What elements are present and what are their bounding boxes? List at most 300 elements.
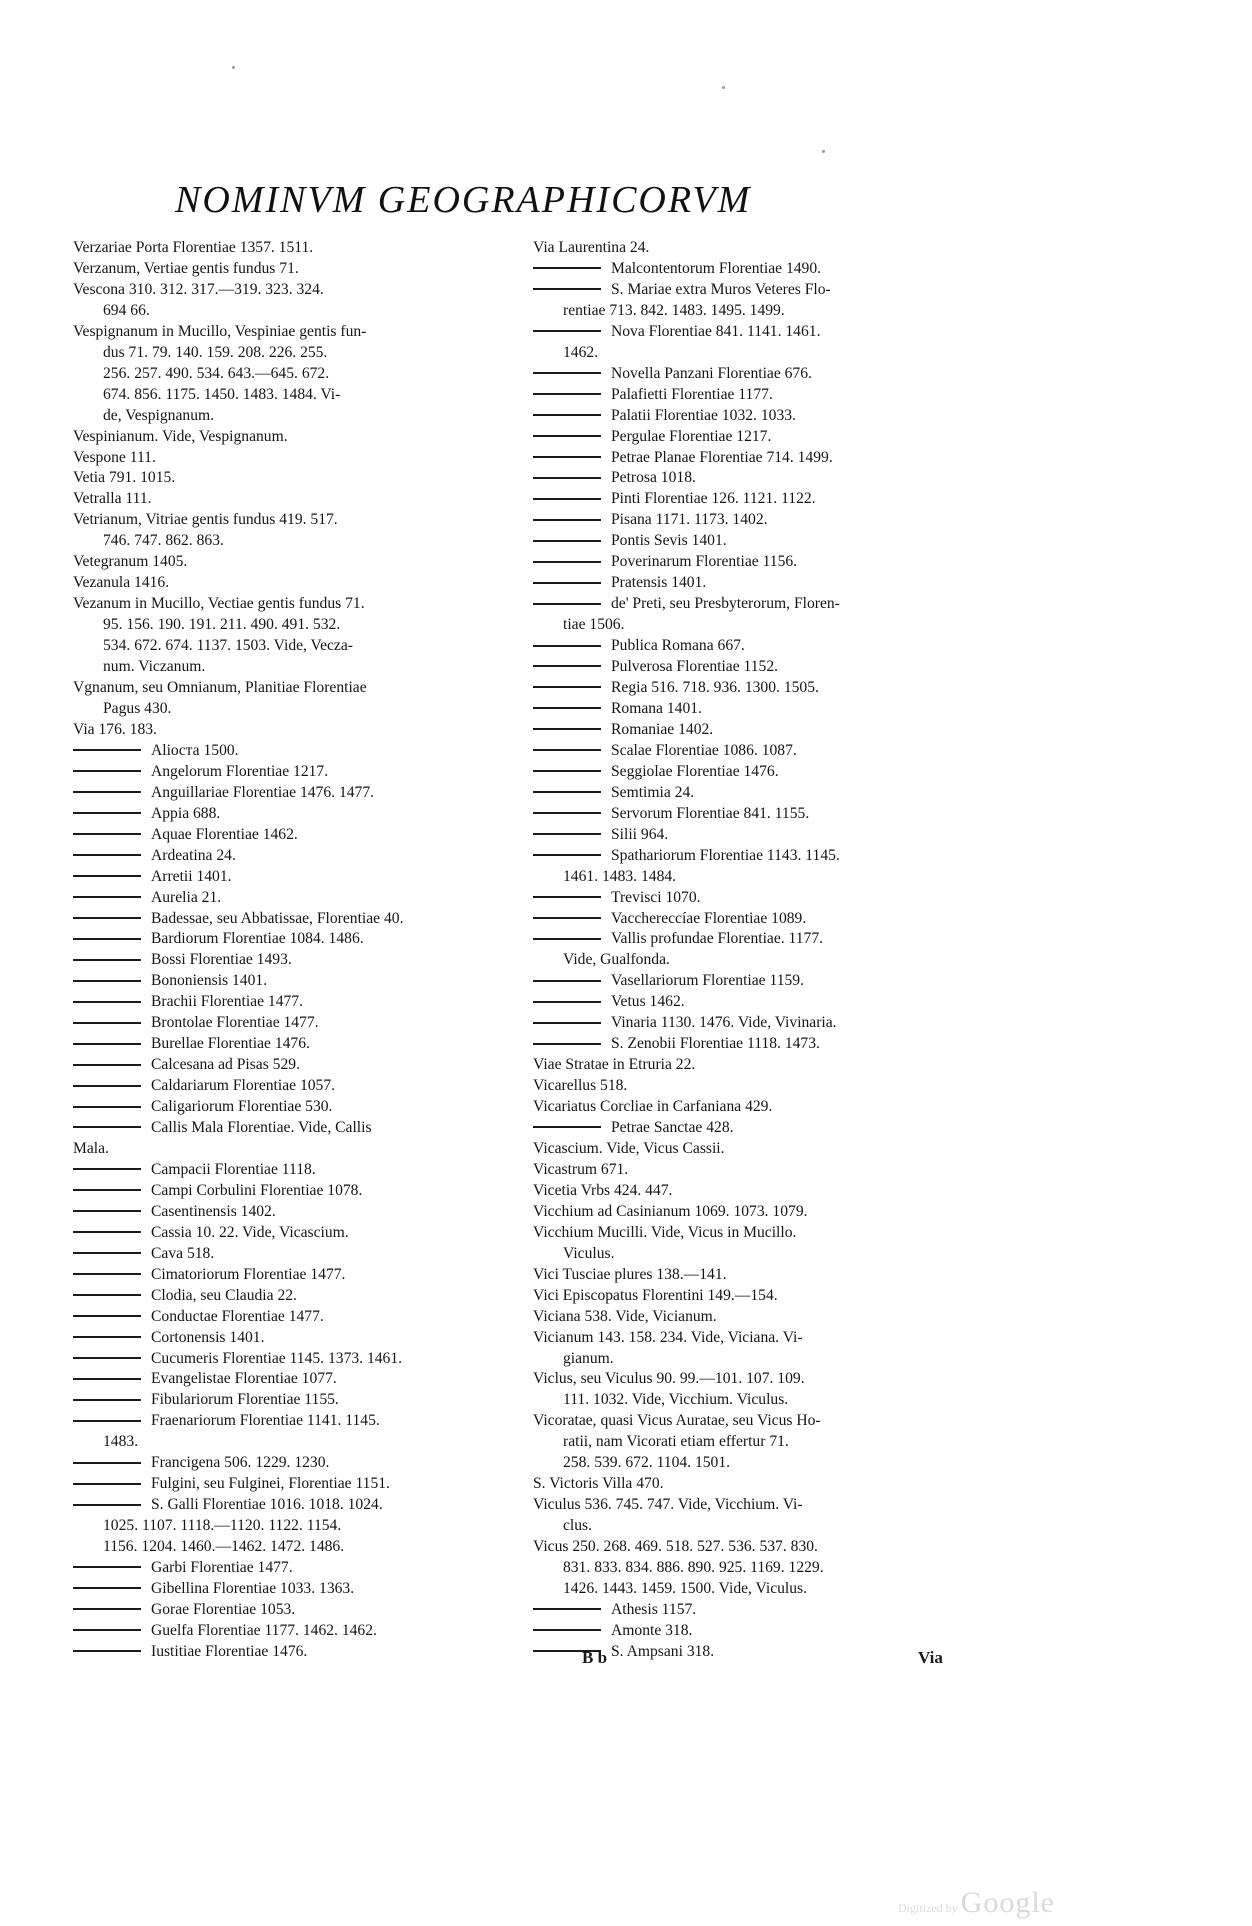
index-entry: [533, 427, 993, 448]
ditto-dash: [533, 288, 601, 290]
index-entry: [533, 992, 993, 1013]
index-entry: [533, 1495, 993, 1516]
ditto-dash: [73, 1189, 141, 1191]
index-entry-text: Francigena 506. 1229. 1230.: [151, 1454, 330, 1472]
ditto-dash: [73, 1273, 141, 1275]
ditto-dash: [73, 1043, 141, 1045]
ditto-dash: [73, 1504, 141, 1506]
index-entry: [73, 1390, 513, 1411]
index-entry-text: Pinti Florentiae 126. 1121. 1122.: [611, 490, 816, 508]
index-entry: [533, 1034, 993, 1055]
index-entry-text: Petrae Sanctae 428.: [611, 1119, 734, 1137]
ditto-dash: [73, 791, 141, 793]
signature-mark: B b: [582, 1648, 608, 1667]
index-entry-text: Vespinianum. Vide, Vespignanum.: [73, 427, 288, 445]
index-entry-text: Spathariorum Florentiae 1143. 1145.: [611, 846, 840, 864]
index-entry: [73, 1118, 513, 1139]
index-entry-text: Semtimia 24.: [611, 783, 695, 801]
index-entry: [73, 259, 513, 280]
index-entry: [73, 678, 513, 699]
index-entry: [533, 950, 993, 971]
watermark-prefix: Digitized by: [898, 1901, 958, 1915]
ditto-dash: [73, 1629, 141, 1631]
catchword: Via: [918, 1648, 943, 1667]
index-entry-text: Silii 964.: [611, 825, 669, 843]
index-entry-text: Scalae Florentiae 1086. 1087.: [611, 741, 797, 759]
ditto-dash: [533, 1629, 601, 1631]
ditto-dash: [533, 665, 601, 667]
index-entry: [533, 1202, 993, 1223]
index-entry: [73, 888, 513, 909]
index-entry: [73, 489, 513, 510]
index-entry: [73, 657, 513, 678]
ditto-dash: [533, 1022, 601, 1024]
index-entry: [73, 1160, 513, 1181]
index-entry: [533, 1600, 993, 1621]
index-entry: [73, 1411, 513, 1432]
index-entry: [73, 406, 513, 427]
index-entry: [73, 1097, 513, 1118]
ditto-dash: [73, 1085, 141, 1087]
index-entry-text: Vici Episcopatus Florentini 149.—154.: [533, 1286, 778, 1304]
index-entry: [73, 909, 513, 930]
index-entry: [73, 971, 513, 992]
ditto-dash: [73, 1566, 141, 1568]
ditto-dash: [533, 812, 601, 814]
index-entry: [533, 825, 993, 846]
index-entry: [533, 678, 993, 699]
ditto-dash: [73, 1587, 141, 1589]
ditto-dash: [533, 267, 601, 269]
index-entry: [73, 825, 513, 846]
ditto-dash: [533, 917, 601, 919]
ditto-dash: [533, 938, 601, 940]
index-entry-text: Vetrianum, Vitriae gentis fundus 419. 517.: [73, 511, 338, 529]
index-entry-text: clus.: [563, 1517, 593, 1535]
index-entry-text: S. Ampsani 318.: [611, 1642, 715, 1660]
index-entry-text: tiae 1506.: [563, 616, 625, 634]
ditto-dash: [533, 686, 601, 688]
index-entry-text: Vicetia Vrbs 424. 447.: [533, 1181, 673, 1199]
ditto-dash: [533, 770, 601, 772]
ditto-dash: [533, 1001, 601, 1003]
index-entry-text: Amonte 318.: [611, 1621, 693, 1639]
index-entry-text: Angelorum Florentiae 1217.: [151, 762, 329, 780]
index-entry: [533, 909, 993, 930]
index-entry: [533, 468, 993, 489]
index-entry: [73, 783, 513, 804]
index-entry-text: 694 66.: [103, 301, 150, 319]
index-entry: [73, 699, 513, 720]
index-entry: [73, 1244, 513, 1265]
index-entry: [73, 1349, 513, 1370]
ditto-dash: [533, 540, 601, 542]
index-entry: [73, 1139, 513, 1160]
index-entry: [533, 1474, 993, 1495]
index-entry-text: Anguillariae Florentiae 1476. 1477.: [151, 783, 375, 801]
ditto-dash: [73, 1294, 141, 1296]
index-entry: [73, 867, 513, 888]
index-entry-text: de, Vespignanum.: [103, 406, 215, 424]
index-entry: [533, 1432, 993, 1453]
index-column-right: [533, 238, 993, 1663]
index-entry: [533, 301, 993, 322]
index-entry-text: Caligariorum Florentiae 530.: [151, 1098, 333, 1116]
index-entry-text: 1156. 1204. 1460.—1462. 1472. 1486.: [103, 1538, 345, 1556]
index-entry: [73, 1223, 513, 1244]
ditto-dash: [533, 561, 601, 563]
index-entry-text: Vici Tusciae plures 138.—141.: [533, 1265, 727, 1283]
index-entry: [73, 385, 513, 406]
index-entry: [533, 720, 993, 741]
index-entry-text: Vasellariorum Florentiae 1159.: [611, 972, 804, 990]
index-entry-text: Iustitiae Florentiae 1476.: [151, 1642, 308, 1660]
ditto-dash: [533, 330, 601, 332]
index-entry: [73, 1453, 513, 1474]
index-entry-text: Badessae, seu Abbatissae, Florentiae 40.: [151, 909, 404, 927]
index-entry: [73, 1265, 513, 1286]
index-entry: [73, 1328, 513, 1349]
index-entry-text: Vicianum 143. 158. 234. Vide, Viciana. Vi-: [533, 1328, 803, 1346]
index-entry-text: Campi Corbulini Florentiae 1078.: [151, 1181, 363, 1199]
digitization-watermark: [898, 1886, 1055, 1920]
index-entry-text: Pisana 1171. 1173. 1402.: [611, 511, 768, 529]
index-entry: [73, 1579, 513, 1600]
index-entry: [73, 468, 513, 489]
ditto-dash: [73, 980, 141, 982]
index-entry: [533, 322, 993, 343]
ditto-dash: [73, 1315, 141, 1317]
index-entry: [533, 1579, 993, 1600]
ditto-dash: [73, 1462, 141, 1464]
index-entry-text: Vescona 310. 312. 317.—319. 323. 324.: [73, 280, 324, 298]
index-entry-text: Guelfa Florentiae 1177. 1462. 1462.: [151, 1621, 377, 1639]
watermark-brand: Google: [960, 1886, 1055, 1919]
index-entry-text: 1461. 1483. 1484.: [563, 867, 677, 885]
index-entry: [533, 385, 993, 406]
index-entry-text: Conductae Florentiae 1477.: [151, 1307, 324, 1325]
index-entry-text: ratii, nam Vicorati etiam effertur 71.: [563, 1433, 789, 1451]
index-entry-text: Vezanula 1416.: [73, 574, 170, 592]
ditto-dash: [533, 582, 601, 584]
index-entry-text: Novella Panzani Florentiae 676.: [611, 364, 812, 382]
index-entry-text: Vespignanum in Mucillo, Vespiniae gentis fun-: [73, 322, 367, 340]
ditto-dash: [533, 1608, 601, 1610]
ditto-dash: [533, 603, 601, 605]
index-entry-text: S. Mariae extra Muros Veteres Flo-: [611, 280, 831, 298]
index-entry: [533, 343, 993, 364]
index-entry: [73, 552, 513, 573]
ditto-dash: [73, 854, 141, 856]
ditto-dash: [533, 980, 601, 982]
index-entry: [533, 1453, 993, 1474]
index-entry-text: 534. 672. 674. 1137. 1503. Vide, Vecza-: [103, 637, 353, 655]
index-entry-text: Verzanum, Vertiae gentis fundus 71.: [73, 259, 299, 277]
index-entry-text: Pergulae Florentiae 1217.: [611, 427, 772, 445]
index-entry: [533, 1307, 993, 1328]
index-entry: [73, 636, 513, 657]
index-entry: [533, 741, 993, 762]
ditto-dash: [73, 1399, 141, 1401]
index-entry-text: Callis Mala Florentiae. Vide, Callis: [151, 1119, 372, 1137]
index-entry-text: Palafietti Florentiae 1177.: [611, 385, 773, 403]
page-title: NOMINVM GEOGRAPHICORVM: [175, 179, 752, 221]
index-entry-text: Brontolae Florentiae 1477.: [151, 1014, 319, 1032]
index-entry-text: Cimatoriorum Florentiae 1477.: [151, 1265, 346, 1283]
index-entry-text: Vespone 111.: [73, 448, 156, 466]
index-entry-text: Vetralla 111.: [73, 490, 152, 508]
index-entry: [533, 1265, 993, 1286]
index-entry-text: Via Laurentina 24.: [533, 239, 650, 256]
index-entry: [73, 301, 513, 322]
ditto-dash: [73, 1064, 141, 1066]
ditto-dash: [533, 1126, 601, 1128]
ditto-dash: [73, 770, 141, 772]
ditto-dash: [73, 875, 141, 877]
index-entry: [533, 1621, 993, 1642]
index-entry-text: 256. 257. 490. 534. 643.—645. 672.: [103, 364, 330, 382]
index-entry: [73, 427, 513, 448]
ditto-dash: [533, 519, 601, 521]
ditto-dash: [73, 833, 141, 835]
index-entry: [73, 322, 513, 343]
index-entry-text: Alioста 1500.: [151, 741, 239, 759]
index-entry-text: 1483.: [103, 1433, 139, 1451]
index-entry-text: Romaniae 1402.: [611, 720, 714, 738]
index-entry-text: Palatii Florentiae 1032. 1033.: [611, 406, 796, 424]
index-entry: [533, 531, 993, 552]
ditto-dash: [533, 791, 601, 793]
index-entry-text: Vide, Gualfonda.: [563, 951, 670, 969]
index-entry: [73, 1307, 513, 1328]
index-entry-text: Fibulariorum Florentiae 1155.: [151, 1391, 339, 1409]
ditto-dash: [533, 393, 601, 395]
index-entry-text: 1462.: [563, 343, 599, 361]
index-entry-text: Publica Romana 667.: [611, 637, 745, 655]
index-entry-text: Evangelistae Florentiae 1077.: [151, 1370, 337, 1388]
index-entry: [533, 1369, 993, 1390]
index-entry: [533, 657, 993, 678]
index-entry: [73, 1600, 513, 1621]
paper-speck: [232, 66, 235, 69]
ditto-dash: [73, 1001, 141, 1003]
ditto-dash: [533, 833, 601, 835]
index-entry: [533, 238, 993, 259]
index-entry: [73, 846, 513, 867]
index-entry-text: Vicoratae, quasi Vicus Auratae, seu Vicus Ho-: [533, 1412, 821, 1430]
index-entry-text: Vetus 1462.: [611, 993, 685, 1011]
index-entry: [533, 406, 993, 427]
index-entry-text: Nova Florentiae 841. 1141. 1461.: [611, 322, 821, 340]
index-entry-text: Gibellina Florentiae 1033. 1363.: [151, 1580, 355, 1597]
ditto-dash: [73, 1106, 141, 1108]
index-entry-text: num. Viczanum.: [103, 658, 206, 676]
index-entry-text: Bardiorum Florentiae 1084. 1486.: [151, 930, 364, 948]
index-entry: [533, 867, 993, 888]
index-entry-text: Fulgini, seu Fulginei, Florentiae 1151.: [151, 1475, 390, 1493]
ditto-dash: [533, 896, 601, 898]
index-entry-text: Campacii Florentiae 1118.: [151, 1160, 316, 1178]
ditto-dash: [73, 917, 141, 919]
index-entry: [533, 888, 993, 909]
index-entry-text: Gorae Florentiae 1053.: [151, 1600, 296, 1618]
ditto-dash: [533, 477, 601, 479]
index-entry-text: Appia 688.: [151, 804, 221, 822]
index-entry: [73, 280, 513, 301]
index-entry-text: Cava 518.: [151, 1244, 215, 1262]
index-entry: [73, 1474, 513, 1495]
index-entry-text: Pontis Sevis 1401.: [611, 532, 727, 550]
index-entry-text: Vetia 791. 1015.: [73, 469, 176, 487]
ditto-dash: [533, 456, 601, 458]
ditto-dash: [73, 1378, 141, 1380]
index-entry: [73, 950, 513, 971]
index-entry-text: Athesis 1157.: [611, 1600, 697, 1618]
index-entry-text: 746. 747. 862. 863.: [103, 532, 224, 550]
index-entry-text: Brachii Florentiae 1477.: [151, 993, 304, 1011]
index-entry: [533, 636, 993, 657]
index-entry-text: Pratensis 1401.: [611, 574, 707, 592]
index-entry: [73, 1181, 513, 1202]
index-entry-text: Fraenariorum Florentiae 1141. 1145.: [151, 1412, 380, 1430]
index-entry: [73, 343, 513, 364]
index-entry-text: Pagus 430.: [103, 699, 172, 717]
index-entry: [533, 846, 993, 867]
index-entry: [533, 1181, 993, 1202]
ditto-dash: [73, 1231, 141, 1233]
index-entry-text: S. Zenobii Florentiae 1118. 1473.: [611, 1035, 820, 1053]
index-entry-text: Clodia, seu Claudia 22.: [151, 1286, 297, 1304]
index-entry-text: 95. 156. 190. 191. 211. 490. 491. 532.: [103, 616, 341, 634]
index-entry: [73, 1432, 513, 1453]
index-entry: [73, 1495, 513, 1516]
ditto-dash: [73, 1168, 141, 1170]
index-entry-text: Servorum Florentiae 841. 1155.: [611, 804, 810, 822]
index-entry: [73, 448, 513, 469]
index-entry-text: Viciana 538. Vide, Vicianum.: [533, 1307, 717, 1325]
ditto-dash: [533, 372, 601, 374]
index-entry: [73, 762, 513, 783]
index-entry-text: Vicchium ad Casinianum 1069. 1073. 1079.: [533, 1202, 808, 1220]
ditto-dash: [533, 854, 601, 856]
index-entry-text: Aquae Florentiae 1462.: [151, 825, 298, 843]
ditto-dash: [73, 896, 141, 898]
index-entry-text: Regia 516. 718. 936. 1300. 1505.: [611, 679, 819, 697]
index-entry-text: Vicarellus 518.: [533, 1077, 628, 1095]
index-entry: [73, 1537, 513, 1558]
index-column-left: [73, 238, 513, 1663]
index-entry-text: Verzariae Porta Florentiae 1357. 1511.: [73, 239, 314, 256]
index-entry: [73, 992, 513, 1013]
index-entry-text: 1025. 1107. 1118.—1120. 1122. 1154.: [103, 1517, 342, 1535]
index-entry: [533, 1537, 993, 1558]
index-entry-text: Petrosa 1018.: [611, 469, 696, 487]
index-entry-text: Garbi Florentiae 1477.: [151, 1559, 293, 1577]
index-entry-text: Vetegranum 1405.: [73, 553, 188, 571]
index-entry-text: Burellae Florentiae 1476.: [151, 1035, 310, 1053]
ditto-dash: [73, 1022, 141, 1024]
index-entry: [73, 510, 513, 531]
paper-speck: [722, 86, 725, 89]
index-entry-text: dus 71. 79. 140. 159. 208. 226. 255.: [103, 343, 328, 361]
index-entry-text: Bononiensis 1401.: [151, 972, 268, 990]
index-entry: [533, 1516, 993, 1537]
ditto-dash: [533, 435, 601, 437]
ditto-dash: [73, 749, 141, 751]
ditto-dash: [73, 1420, 141, 1422]
index-entry-text: Viae Stratae in Etruria 22.: [533, 1056, 696, 1074]
index-entry: [533, 280, 993, 301]
index-entry: [73, 1558, 513, 1579]
index-entry-text: S. Victoris Villa 470.: [533, 1475, 664, 1493]
index-entry: [533, 762, 993, 783]
index-entry-text: Vicascium. Vide, Vicus Cassii.: [533, 1139, 725, 1157]
ditto-dash: [533, 749, 601, 751]
ditto-dash: [533, 498, 601, 500]
index-entry-text: 674. 856. 1175. 1450. 1483. 1484. Vi-: [103, 385, 341, 403]
ditto-dash: [73, 1252, 141, 1254]
index-entry: [73, 1516, 513, 1537]
index-entry: [73, 1055, 513, 1076]
index-entry: [73, 364, 513, 385]
index-entry-text: 831. 833. 834. 886. 890. 925. 1169. 1229.: [563, 1559, 824, 1577]
index-entry-text: Vallis profundae Florentiae. 1177.: [611, 930, 824, 948]
index-entry-text: Romana 1401.: [611, 699, 702, 717]
index-entry-text: Pulverosa Florentiae 1152.: [611, 658, 779, 676]
index-entry: [73, 1013, 513, 1034]
index-entry-text: Calcesana ad Pisas 529.: [151, 1056, 300, 1074]
index-entry-text: Aurelia 21.: [151, 888, 222, 906]
index-entry-text: Vinaria 1130. 1476. Vide, Vivinaria.: [611, 1014, 837, 1032]
index-entry: [73, 1034, 513, 1055]
index-entry-text: Petrae Planae Florentiae 714. 1499.: [611, 448, 833, 466]
index-entry: [533, 1139, 993, 1160]
ditto-dash: [533, 728, 601, 730]
ditto-dash: [73, 959, 141, 961]
index-entry-text: Cucumeris Florentiae 1145. 1373. 1461.: [151, 1349, 403, 1367]
index-entry: [533, 1286, 993, 1307]
index-entry: [533, 1349, 993, 1370]
index-entry-text: Vgnanum, seu Omnianum, Planitiae Florentiae: [73, 679, 367, 697]
index-entry: [533, 1013, 993, 1034]
index-entry: [533, 1223, 993, 1244]
index-entry-text: Viclus, seu Viculus 90. 99.—101. 107. 109.: [533, 1370, 805, 1388]
index-entry-text: Trevisci 1070.: [611, 888, 701, 906]
index-entry: [533, 615, 993, 636]
index-entry: [73, 238, 513, 259]
index-entry: [533, 259, 993, 280]
index-entry: [533, 1411, 993, 1432]
ditto-dash: [533, 1043, 601, 1045]
index-entry: [73, 1286, 513, 1307]
index-entry: [533, 783, 993, 804]
index-entry-text: Arretii 1401.: [151, 867, 232, 885]
index-entry: [533, 1160, 993, 1181]
index-entry: [533, 489, 993, 510]
index-entry: [73, 615, 513, 636]
index-entry-text: Cassia 10. 22. Vide, Vicascium.: [151, 1223, 349, 1241]
index-entry-text: 111. 1032. Vide, Vicchium. Viculus.: [563, 1391, 789, 1409]
ditto-dash: [73, 1126, 141, 1128]
ditto-dash: [73, 812, 141, 814]
index-entry-text: Bossi Florentiae 1493.: [151, 951, 292, 969]
index-entry: [533, 594, 993, 615]
index-entry: [73, 531, 513, 552]
index-entry: [73, 804, 513, 825]
index-entry-text: Mala.: [73, 1139, 109, 1157]
index-entry: [73, 929, 513, 950]
index-entry: [73, 573, 513, 594]
